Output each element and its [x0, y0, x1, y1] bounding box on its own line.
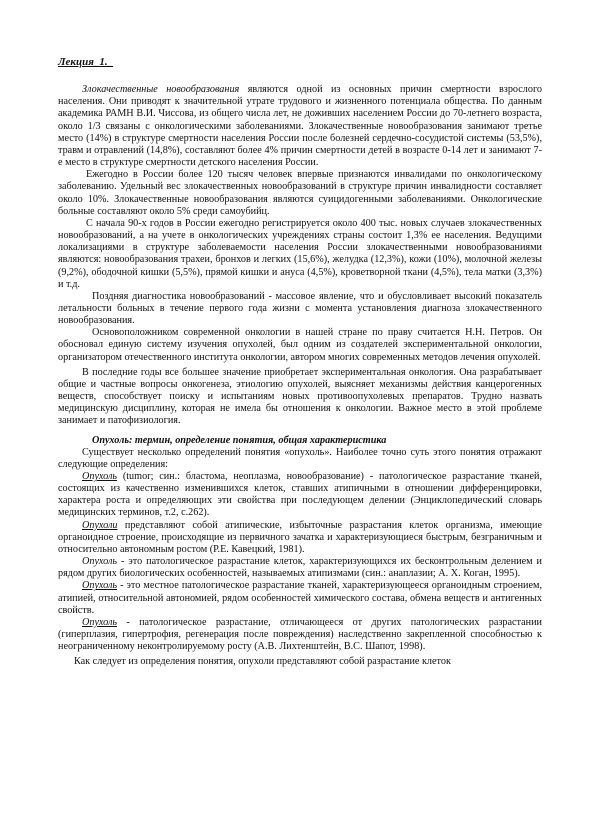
definition-4-term: Опухоль: [82, 580, 118, 592]
paragraph-6: В последние годы все большее значение приобретает экспериментальная онкология. Она разрабатывает общие и частные вопросы онкогенеза, этиологию опухолей, выясняет механизмы действия канцерогенных веществ, способствует поиску и испытаниям новых противоопухолевых препаратов. Трудно назвать медицинскую дисциплину, которая не имела бы отношения к онкологии. Важное место в этой проблеме занимает и патофизиология.: [58, 366, 542, 427]
definition-1-text: (tumor; син.: бластома, неоплазма, новообразование) - патологическое разрастание тканей, состоящих из качественно изменившихся клеток, ставших атипичными в отношении дифференцировки, характера роста и определяющих эти свойства при последующем делении (Энциклопедический словарь медицинских терминов, т.2, с.262).: [58, 471, 542, 519]
paragraph-8: Как следует из определения понятия, опухоли представляют собой разрастание клеток: [74, 656, 451, 668]
definition-1-term: Опухоль: [82, 471, 118, 482]
paragraph-2: Ежегодно в России более 120 тысяч человек впервые признаются инвалидами по онкологическому заболеванию. Удельный вес злокачественных новообразований в структуре причин инвалидности составляет около 10%. Злокачественные новообразования являются суицидогенными заболеваниями. Онкологические больные составляют около 5% среди самоубийц.: [58, 169, 542, 217]
definition-1: [58, 471, 542, 520]
document-page: [58, 56, 542, 669]
paragraph-3: С начала 90-х годов в России ежегодно регистрируется около 400 тыс. новых случаев злокачественных новообразований, а на учете в онкологических учреждениях страны состоит 1,3% ее населения. Ведущими локализациями в структуре заболеваемости населения России злокачественными новообразованиями являются: новообразования трахеи, бронхов и легких (15,6%), желудка (12,3%), кожи (10%), молочной железы (9,2%), ободочной кишки (5,5%), прямой кишки и ануса (4,5%), кроветворной ткани (4,5%), тела матки (3,3%) и т.д.: [58, 217, 542, 290]
lecture-title: Лекция_1._: [58, 56, 114, 68]
paragraph-5: Основоположником современной онкологии в нашей стране по праву считается Н.Н. Петров. Он обосновал единую систему изучения опухолей, был одним из создателей экспериментальной онкологии, организатором отечественного института онкологии, автором многих современных методов лечения опухолей.: [58, 327, 542, 363]
paragraph-1-text: являются одной из основных причин смертности взрослого населения. Они приводят к значительной утрате трудового и жизненного потенциала общества. По данным академика РАМН В.И. Чиссова, из общего числа лет, не доживших населением России до 70-летнего возраста, около 1/3 связаны с онкологическими заболеваниями. Злокачественные новообразования занимают третье место (14%) в структуре смертности населения России после болезней сердечно-сосудистой системы (53,5%), травм и отравлений (14,8%), составляют более 4% причин смертности детей в возрасте 0-14 лет и занимают 7-е место в структуре смертности детского населения России.: [58, 84, 542, 169]
definition-3-term: Опухоль: [82, 556, 118, 568]
definition-2: [58, 520, 542, 556]
definition-5-text: - патологическое разрастание, отличающееся от других патологических разрастании (гиперплазия, гипертрофия, регенерация после повреждения) наследственно закрепленной способностью к неограниченному неконтролируемому росту (А.В. Лихтенштейн, В.С. Шапот, 1998).: [58, 616, 542, 653]
definition-3: [58, 556, 542, 580]
definition-2-text: представляют собой атипические, избыточные разрастания клеток организма, имеющие органоидное строение, происходящие из первичного зачатка и характеризующиеся быстрым, безграничным и относительно автономным ростом (Р.Е. Кавецкий, 1981).: [58, 519, 542, 555]
paragraph-7: Существует несколько определений понятия «опухоль». Наиболее точно суть этого понятия отражают следующие определения:: [58, 446, 542, 470]
paragraph-1-lead: Злокачественные новообразования: [82, 84, 240, 96]
definition-3-text: - это патологическое разрастание клеток, характеризующихся их бесконтрольным делением и рядом других биологических особенностей, называемых атипизмами (син.: анаплазии; А. Х. Коган, 1995).: [58, 556, 542, 580]
definition-4: [58, 580, 542, 616]
paragraph-4: Поздняя диагностика новообразований - массовое явление, что и обусловливает высокий показатель летальности больных в течение первого года жизни с момента установления диагноза злокачественного новообразования.: [58, 290, 542, 327]
definition-2-term: Опухоли: [82, 519, 118, 531]
paragraph-1: [58, 84, 542, 169]
section-heading: Опухоль: термин, определение понятия, общая характеристика: [92, 434, 387, 446]
definition-5-term: Опухоль: [82, 616, 118, 628]
definition-4-text: - это местное патологическое разрастание тканей, характеризующееся органоидным строением, атипией, относительной автономией, рядом особенностей химического состава, обмена веществ и антигенных свойств.: [58, 580, 542, 616]
definition-5: [58, 617, 542, 653]
